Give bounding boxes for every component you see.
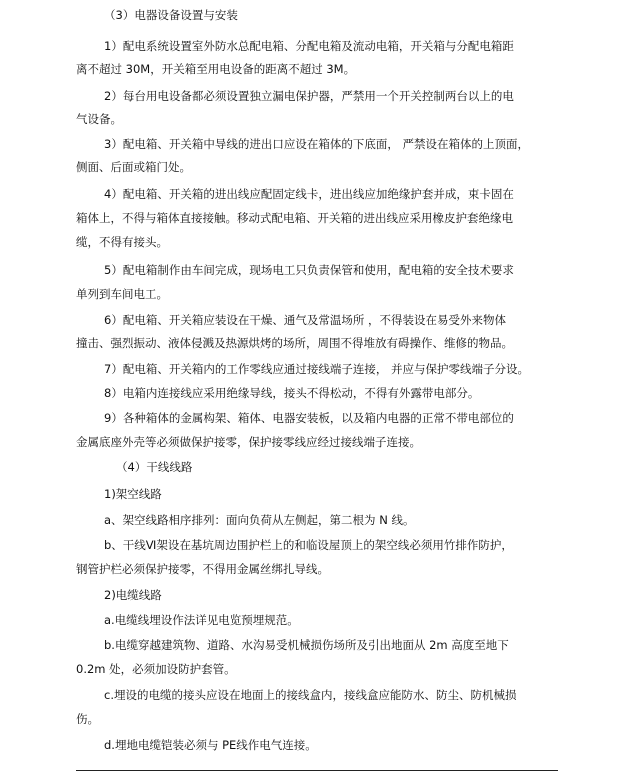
subsection-heading: 1)架空线路 [104, 487, 162, 501]
paragraph-line: 2）每台用电设备都必须设置独立漏电保护器，严禁用一个开关控制两台以上的电 [104, 89, 514, 103]
paragraph-line: a、架空线路相序排列：面向负荷从左侧起，第二根为 N 线。 [104, 513, 415, 527]
paragraph-line: 单列到车间电工。 [76, 287, 168, 301]
paragraph-line: 离不超过 30M，开关箱至用电设备的距离不超过 3M。 [76, 62, 356, 76]
paragraph-line: b.电缆穿越建筑物、道路、水沟易受机械损伤场所及引出地面从 2m 高度至地下 [104, 638, 509, 652]
paragraph-line: 撞击、强烈振动、液体侵溅及热源烘烤的场所，周围不得堆放有碍操作、维修的物品。 [76, 336, 513, 350]
paragraph-line: 6）配电箱、开关箱应装设在干燥、通气及常温场所 ，不得装设在易受外来物体 [104, 313, 506, 327]
paragraph-line: 箱体上，不得与箱体直接接触。移动式配电箱、开关箱的进出线应采用橡皮护套绝缘电 [76, 211, 513, 225]
subsection-heading: 2)电缆线路 [104, 588, 162, 602]
paragraph-line: 伤。 [76, 712, 99, 726]
paragraph-line: d.埋地电缆铠装必须与 PE线作电气连接。 [104, 738, 317, 752]
paragraph-line: 0.2m 处，必须加设防护套管。 [76, 662, 236, 676]
paragraph-line: 3）配电箱、开关箱中导线的进出口应设在箱体的下底面， 严禁设在箱体的上顶面， [104, 137, 529, 151]
paragraph-line: 气设备。 [76, 112, 122, 126]
paragraph-line: 5）配电箱制作由车间完成，现场电工只负责保管和使用，配电箱的安全技术要求 [104, 263, 514, 277]
paragraph-line: 缆，不得有接头。 [76, 235, 168, 249]
paragraph-line: 钢管护栏必须保护接零，不得用金属丝绑扎导线。 [76, 562, 329, 576]
paragraph-line: 4）配电箱、开关箱的进出线应配固定线卡，进出线应加绝缘护套并成，束卡固在 [104, 187, 514, 201]
section-heading-3: （3）电器设备设置与安装 [104, 8, 238, 22]
paragraph-line: 7）配电箱、开关箱内的工作零线应通过接线端子连接， 并应与保护零线端子分设。 [104, 362, 529, 376]
paragraph-line: b、干线Ⅵ架设在基坑周边围护栏上的和临设屋顶上的架空线必须用竹排作防护， [104, 538, 513, 552]
footer-divider [76, 770, 558, 771]
paragraph-line: 1）配电系统设置室外防水总配电箱、分配电箱及流动电箱，开关箱与分配电箱距 [104, 39, 514, 53]
section-heading-4: （4）干线线路 [116, 460, 193, 474]
paragraph-line: 9）各种箱体的金属构架、箱体、电器安装板，以及箱内电器的正常不带电部位的 [104, 411, 514, 425]
paragraph-line: 8）电箱内连接线应采用绝缘导线，接头不得松动，不得有外露带电部分。 [104, 386, 480, 400]
paragraph-line: c.埋设的电缆的接头应设在地面上的接线盒内，接线盒应能防水、防尘、防机械损 [104, 688, 517, 702]
paragraph-line: 金属底座外壳等必须做保护接零，保护接零线应经过接线端子连接。 [76, 435, 421, 449]
paragraph-line: 侧面、后面或箱门处。 [76, 160, 191, 174]
paragraph-line: a.电缆线埋设作法详见电览预埋规范。 [104, 613, 299, 627]
